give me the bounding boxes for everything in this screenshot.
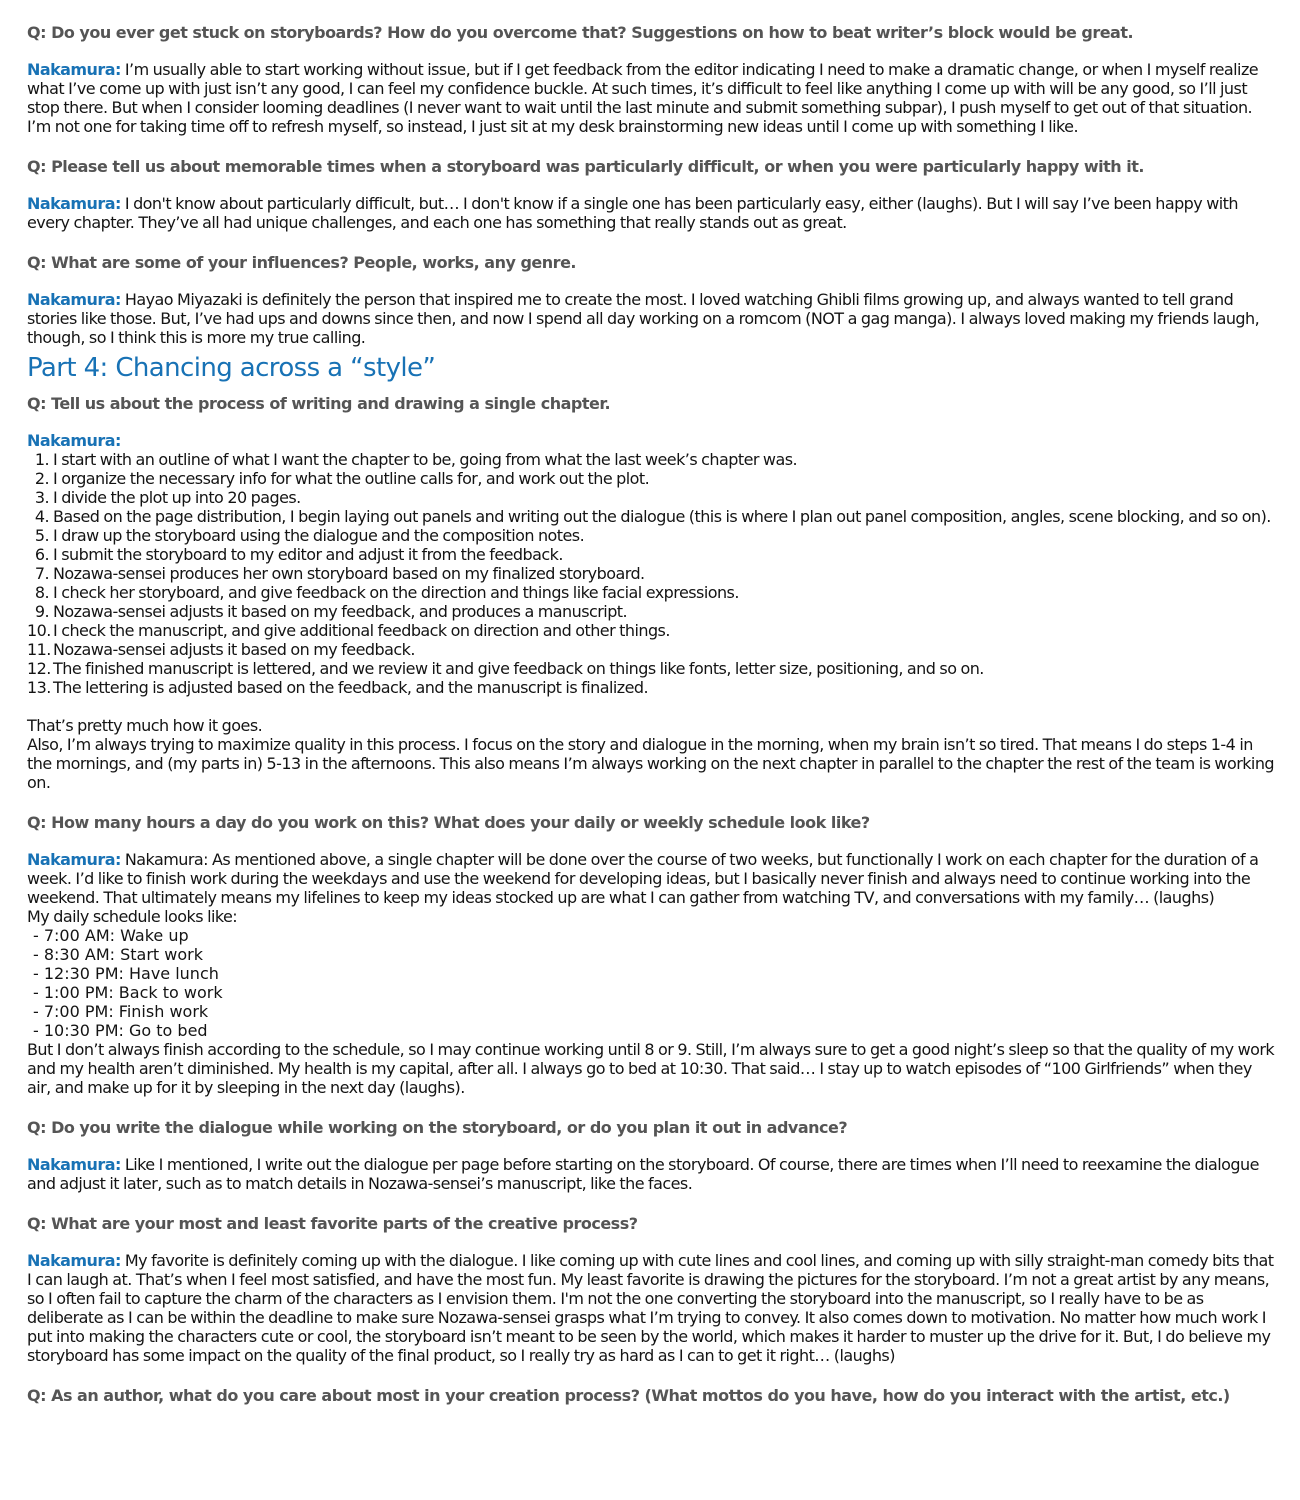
step-text: I submit the storyboard to my editor and adjust it from the feedback. (53, 545, 563, 564)
answer (27, 194, 1277, 232)
answer-text: Nakamura: As mentioned above, a single chapter will be done over the course of two weeks, but functionally I work on each chapter for the duration of a week. I’d like to finish work during the weekdays and use the weekend for developing ideas, but I basically never finish and always need to continue working into the weekend. That ultimately means my lifelines to keep my ideas stocked up are what I can gather from watching TV, and conversations with my family… (laughs) (27, 850, 1259, 907)
speaker-label: Nakamura: (27, 1251, 121, 1270)
process-step (27, 526, 1277, 545)
question: Q: How many hours a day do you work on this? What does your daily or weekly schedule look like? (27, 813, 870, 832)
schedule-item: - 10:30 PM: Go to bed (33, 1021, 1277, 1040)
schedule-item: - 7:00 AM: Wake up (33, 926, 1277, 945)
process-step (27, 621, 1277, 640)
answer-text: Like I mentioned, I write out the dialogue per page before starting on the storyboard. Of course, there are times when I’ll need to reexamine the dialogue and adjust it later, such as to match details in Nozawa-sensei’s manuscript, like the faces. (27, 1155, 1259, 1193)
step-number: 4. (34, 507, 49, 526)
step-number: 6. (34, 545, 49, 564)
process-step (27, 659, 1277, 678)
question: Q: Tell us about the process of writing and drawing a single chapter. (27, 394, 611, 413)
process-step (27, 450, 1277, 469)
schedule-intro: My daily schedule looks like: (27, 907, 238, 926)
process-step (27, 640, 1277, 659)
question: Q: Do you ever get stuck on storyboards? How do you overcome that? Suggestions on how to beat writer’s block would be great. (27, 23, 1134, 42)
answer-text: I’m usually able to start working without issue, but if I get feedback from the editor indicating I need to make a dramatic change, or when I myself realize what I’ve come up with just isn’t any good, I can feel my confidence buckle. At such times, it’s difficult to feel like anything I come up with will be any good, so I’ll just stop there. But when I consider looming deadlines (I never want to wait until the last minute and submit something subpar), I push myself to get out of that situation. I’m not one for taking time off to refresh myself, so instead, I just sit at my desk brainstorming new ideas until I come up with something I like. (27, 60, 1259, 136)
step-text: I check the manuscript, and give additional feedback on direction and other things. (53, 621, 670, 640)
step-text: Nozawa-sensei produces her own storyboard based on my finalized storyboard. (53, 564, 645, 583)
speaker-label: Nakamura: (27, 1155, 121, 1174)
step-text: The lettering is adjusted based on the feedback, and the manuscript is finalized. (53, 678, 649, 697)
question: Q: As an author, what do you care about most in your creation process? (What mottos do you have, how do you interact with the artist, etc.) (27, 1386, 1230, 1405)
answer-text: My favorite is definitely coming up with the dialogue. I like coming up with cute lines and cool lines, and coming up with silly straight-man comedy bits that I can laugh at. That’s when I feel most satisfied, and have the most fun. My least favorite is drawing the pictures for the storyboard. I’m not a great artist by any means, so I often fail to capture the charm of the characters as I envision them. I'm not the one converting the storyboard into the manuscript, so I really have to be as deliberate as I can be within the deadline to make sure Nozawa-sensei grasps what I’m trying to convey. It also comes down to motivation. No matter how much work I put into making the characters cute or cool, the storyboard isn’t meant to be seen by the world, which makes it harder to muster up the drive for it. But, I do believe my storyboard has some impact on the quality of the final product, so I really try as hard as I can to get it right… (laughs) (27, 1251, 1274, 1365)
step-text: The finished manuscript is lettered, and we review it and give feedback on things like fonts, letter size, positioning, and so on. (53, 659, 984, 678)
step-text: Based on the page distribution, I begin laying out panels and writing out the dialogue (this is where I plan out panel composition, angles, scene blocking, and so on). (53, 507, 1271, 526)
process-step (27, 545, 1277, 564)
step-number: 8. (34, 583, 49, 602)
process-steps-list (27, 450, 1277, 697)
step-text: I divide the plot up into 20 pages. (53, 488, 301, 507)
step-number: 10. (27, 621, 51, 640)
question: Q: Do you write the dialogue while working on the storyboard, or do you plan it out in advance? (27, 1118, 848, 1137)
step-number: 5. (34, 526, 49, 545)
step-number: 7. (34, 564, 49, 583)
question: Q: What are your most and least favorite parts of the creative process? (27, 1214, 638, 1233)
answer (27, 431, 1277, 450)
step-number: 2. (34, 469, 49, 488)
schedule-item: - 12:30 PM: Have lunch (33, 964, 1277, 983)
answer (27, 850, 1277, 907)
answer (27, 60, 1277, 136)
answer-text: Also, I’m always trying to maximize quality in this process. I focus on the story and dialogue in the morning, when my brain isn’t so tired. That means I do steps 1-4 in the mornings, and (my parts in) 5-13 in the afternoons. This also means I’m always working on the next chapter in parallel to the chapter the rest of the team is working on. (27, 735, 1275, 792)
speaker-label: Nakamura: (27, 194, 121, 213)
answer (27, 1155, 1277, 1193)
step-number: 13. (27, 678, 51, 697)
process-step (27, 507, 1277, 526)
answer-text: But I don’t always finish according to the schedule, so I may continue working until 8 or 9. Still, I’m always sure to get a good night’s sleep so that the quality of my work and my health aren’t diminished. My health is my capital, after all. I always go to bed at 10:30. That said… I stay up to watch episodes of “100 Girlfriends” when they air, and make up for it by sleeping in the next day (laughs). (27, 1040, 1275, 1097)
step-number: 11. (27, 640, 51, 659)
process-step (27, 583, 1277, 602)
process-step (27, 678, 1277, 697)
process-step (27, 602, 1277, 621)
daily-schedule-list (27, 926, 1277, 1040)
answer (27, 290, 1277, 347)
speaker-label: Nakamura: (27, 60, 121, 79)
step-number: 3. (34, 488, 49, 507)
question: Q: Please tell us about memorable times when a storyboard was particularly difficult, or when you were particularly happy with it. (27, 157, 1144, 176)
answer-text: Hayao Miyazaki is definitely the person that inspired me to create the most. I loved watching Ghibli films growing up, and always wanted to tell grand stories like those. But, I’ve had ups and downs since then, and now I spend all day working on a romcom (NOT a gag manga). I always loved making my friends laugh, though, so I think this is more my true calling. (27, 290, 1260, 347)
schedule-item: - 7:00 PM: Finish work (33, 1002, 1277, 1021)
step-text: I start with an outline of what I want the chapter to be, going from what the last week’s chapter was. (53, 450, 798, 469)
process-step (27, 488, 1277, 507)
process-step (27, 564, 1277, 583)
section-heading: Part 4: Chancing across a “style” (27, 353, 436, 383)
step-text: I check her storyboard, and give feedback on the direction and things like facial expressions. (53, 583, 739, 602)
step-text: I draw up the storyboard using the dialogue and the composition notes. (53, 526, 585, 545)
speaker-label: Nakamura: (27, 290, 121, 309)
step-text: Nozawa-sensei adjusts it based on my feedback. (53, 640, 415, 659)
schedule-item: - 1:00 PM: Back to work (33, 983, 1277, 1002)
answer (27, 1251, 1277, 1365)
step-number: 9. (34, 602, 49, 621)
answer-text: That’s pretty much how it goes. (27, 716, 263, 735)
step-number: 12. (27, 659, 51, 678)
process-step (27, 469, 1277, 488)
step-text: Nozawa-sensei adjusts it based on my feedback, and produces a manuscript. (53, 602, 628, 621)
step-text: I organize the necessary info for what the outline calls for, and work out the plot. (53, 469, 650, 488)
step-number: 1. (34, 450, 49, 469)
speaker-label: Nakamura: (27, 431, 121, 450)
speaker-label: Nakamura: (27, 850, 121, 869)
schedule-item: - 8:30 AM: Start work (33, 945, 1277, 964)
answer-text: I don't know about particularly difficult, but… I don't know if a single one has been particularly easy, either (laughs). But I will say I’ve been happy with every chapter. They’ve all had unique challenges, and each one has something that really stands out as great. (27, 194, 1238, 232)
question: Q: What are some of your influences? People, works, any genre. (27, 253, 576, 272)
